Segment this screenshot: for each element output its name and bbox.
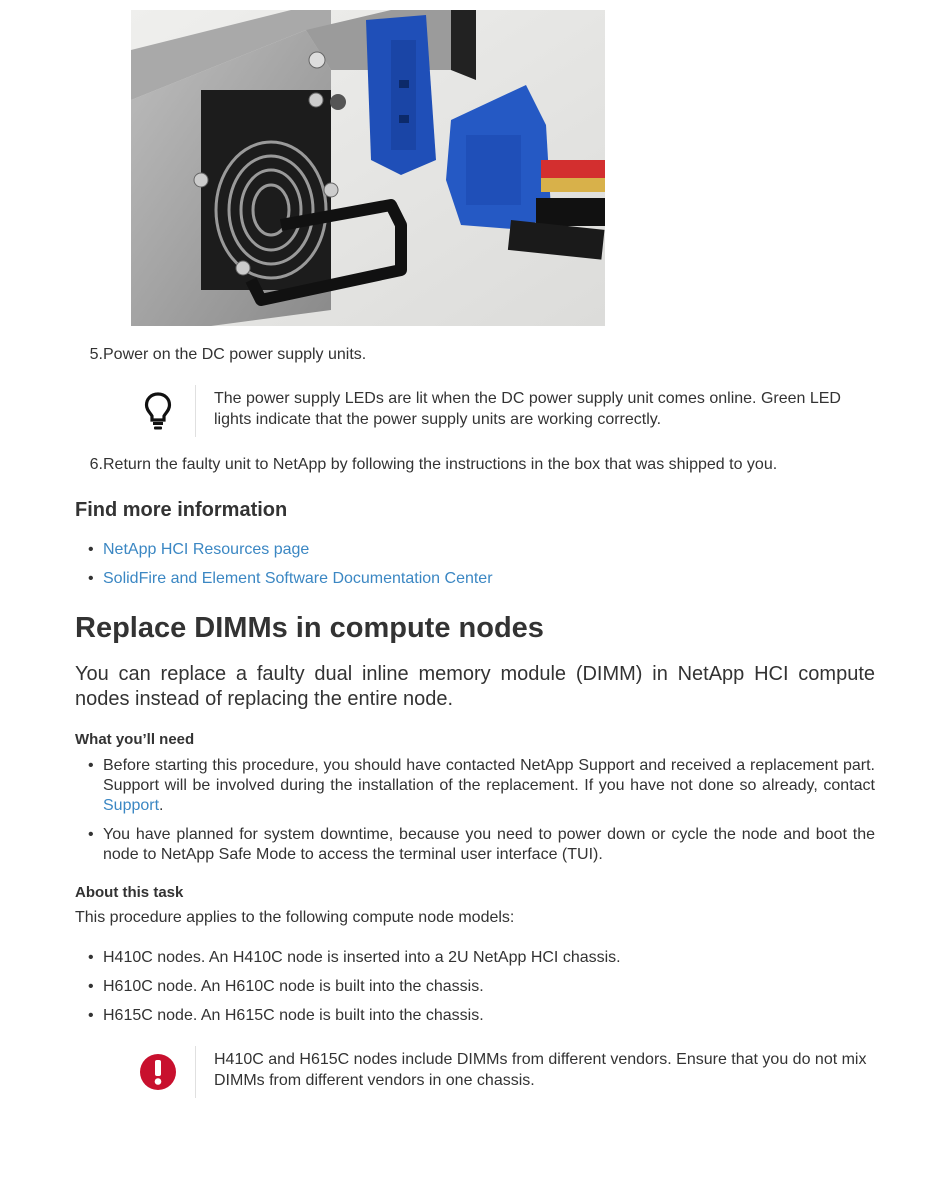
power-supply-photo <box>131 10 605 326</box>
support-link[interactable]: Support <box>103 797 160 814</box>
step-text: Return the faulty unit to NetApp by following the instructions in the box that was shipped to you. <box>103 456 778 473</box>
bullet-marker: • <box>88 949 94 966</box>
list-item <box>88 825 875 865</box>
step-6 <box>75 455 777 475</box>
list-item-text <box>103 756 875 816</box>
bullet-marker: • <box>88 757 94 774</box>
list-item-text: H410C nodes. An H410C node is inserted into a 2U NetApp HCI chassis. <box>103 949 621 966</box>
list-item <box>88 977 875 997</box>
list-item-text: H615C node. An H615C node is built into the chassis. <box>103 1007 484 1024</box>
warning-admonition <box>120 1046 880 1098</box>
warning-text: H410C and H615C nodes include DIMMs from different vendors. Ensure that you do not mix DIMMs from different vendors in one chassis. <box>214 1051 867 1089</box>
lightbulb-icon <box>144 391 172 431</box>
about-task-heading: About this task <box>75 884 184 901</box>
netapp-hci-resources-link[interactable]: NetApp HCI Resources page <box>103 541 310 558</box>
tip-icon-cell <box>120 385 196 437</box>
list-item <box>88 569 875 589</box>
step-number: 5. <box>89 346 103 363</box>
list-item <box>88 756 875 816</box>
what-you-need-heading: What you’ll need <box>75 731 195 748</box>
warning-icon-cell <box>120 1046 196 1098</box>
list-item-text: You have planned for system downtime, because you need to power down or cycle the node and boot the node to NetApp Safe Mode to access the terminal user interface (TUI). <box>103 826 875 863</box>
step-5 <box>75 345 366 365</box>
tip-admonition <box>120 385 880 437</box>
documentation-center-link[interactable]: SolidFire and Element Software Documentation Center <box>103 570 493 587</box>
bullet-marker: • <box>88 570 94 587</box>
step-number: 6. <box>89 456 103 473</box>
list-item <box>88 1006 875 1026</box>
exclamation-icon <box>139 1053 177 1091</box>
section-lead: You can replace a faulty dual inline memory module (DIMM) in NetApp HCI compute nodes instead of replacing the entire node. <box>75 663 875 710</box>
list-item-text-end: . <box>159 797 164 814</box>
list-item <box>88 540 875 560</box>
about-task-intro: This procedure applies to the following compute node models: <box>75 909 515 926</box>
bullet-marker: • <box>88 978 94 995</box>
section-title: Replace DIMMs in compute nodes <box>75 612 544 644</box>
list-item <box>88 948 875 968</box>
bullet-marker: • <box>88 826 94 843</box>
find-more-heading: Find more information <box>75 499 288 521</box>
bullet-marker: • <box>88 541 94 558</box>
list-item-text: H610C node. An H610C node is built into the chassis. <box>103 978 484 995</box>
step-text: Power on the DC power supply units. <box>103 346 367 363</box>
bullet-marker: • <box>88 1007 94 1024</box>
tip-text: The power supply LEDs are lit when the DC power supply unit comes online. Green LED lights indicate that the power supply units are working correctly. <box>214 390 841 428</box>
list-item-text-part: Before starting this procedure, you should have contacted NetApp Support and received a replacement part. Support will be involved during the installation of the replacement. If you have not done so already, contact <box>103 757 875 794</box>
